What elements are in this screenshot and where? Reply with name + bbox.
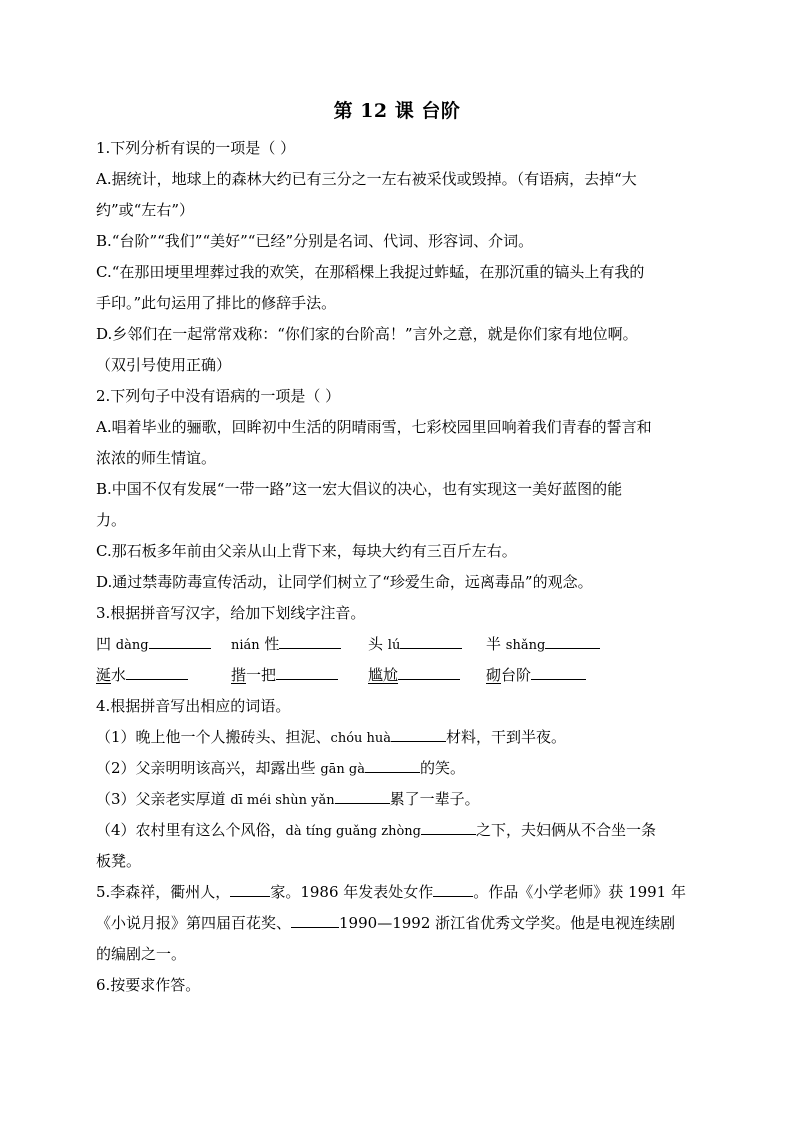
- q3-char-item-2: 揩一把: [231, 660, 368, 691]
- q5-line-2: 《小说月报》第四届百花奖、 1990—1992 浙江省优秀文学奖。他是电视连续剧: [96, 914, 676, 932]
- answer-blank[interactable]: [276, 665, 338, 680]
- q2-option-b-line2: 力。: [96, 511, 127, 529]
- answer-blank[interactable]: [126, 665, 188, 680]
- q3-char-item-1: 涎水: [96, 660, 231, 691]
- q6-stem: 6.按要求作答。: [96, 976, 201, 994]
- q3-characters-row: [96, 660, 702, 691]
- q2-stem: 2.下列句子中没有语病的一项是（ ）: [96, 387, 341, 405]
- q2-option-a-line2: 浓浓的师生情谊。: [96, 449, 217, 467]
- q1-option-c-line1: C.“在那田埂里埋葬过我的欢笑，在那稻棵上我捉过蚱蜢，在那沉重的镐头上有我的: [96, 263, 645, 281]
- q5-line-3: 的编剧之一。: [96, 945, 187, 963]
- q3-item-2: nián 性: [231, 629, 368, 660]
- question-content: [96, 133, 702, 1001]
- answer-blank[interactable]: [279, 634, 341, 649]
- q4-sentence-4-line2: 板凳。: [96, 852, 142, 870]
- answer-blank[interactable]: [149, 634, 211, 649]
- answer-blank[interactable]: [365, 758, 420, 773]
- answer-blank[interactable]: [335, 789, 390, 804]
- q3-item-4: 半 shǎng: [486, 629, 616, 660]
- q1-option-c-line2: 手印。”此句运用了排比的修辞手法。: [96, 294, 337, 312]
- q2-option-a-line1: A.唱着毕业的骊歌，回眸初中生活的阴晴雨雪，七彩校园里回响着我们青春的誓言和: [96, 418, 652, 436]
- q2-option-b-line1: B.中国不仅有发展“一带一路”这一宏大倡议的决心，也有实现这一美好蓝图的能: [96, 480, 623, 498]
- answer-blank[interactable]: [400, 634, 462, 649]
- answer-blank[interactable]: [433, 882, 473, 897]
- page-title: 第 12 课 台阶: [333, 100, 461, 122]
- q1-option-b: B.“台阶”“我们”“美好”“已经”分别是名词、代词、形容词、介词。: [96, 232, 534, 250]
- answer-blank[interactable]: [545, 634, 600, 649]
- q1-stem: 1.下列分析有误的一项是（ ）: [96, 139, 296, 157]
- answer-blank[interactable]: [398, 665, 460, 680]
- q3-char-item-4: 砌台阶: [486, 660, 616, 691]
- q4-stem: 4.根据拼音写出相应的词语。: [96, 697, 291, 715]
- q5-line-1: 5.李森祥，衢州人， 家。1986 年发表处女作 。作品《小学老师》获 1991 年: [96, 883, 686, 901]
- q1-option-a-line2: 约”或“左右”）: [96, 201, 195, 219]
- q2-option-c: C.那石板多年前由父亲从山上背下来，每块大约有三百斤左右。: [96, 542, 517, 560]
- q4-sentence-3: （3）父亲老实厚道 dī méi shùn yǎn 累了一辈子。: [96, 790, 480, 808]
- q3-pinyin-row: [96, 629, 702, 660]
- q1-option-d-line2: （双引号使用正确）: [96, 356, 232, 374]
- answer-blank[interactable]: [391, 727, 446, 742]
- q1-option-a-line1: A.据统计，地球上的森林大约已有三分之一左右被采伐或毁掉。（有语病，去掉“大: [96, 170, 637, 188]
- q3-item-1: 凹 dàng: [96, 629, 231, 660]
- answer-blank[interactable]: [230, 882, 270, 897]
- q4-sentence-2: （2）父亲明明该高兴，却露出些 gān gà 的笑。: [96, 759, 465, 777]
- q4-sentence-1: （1）晚上他一个人搬砖头、担泥、chóu huà 材料，干到半夜。: [96, 728, 567, 746]
- answer-blank[interactable]: [291, 913, 339, 928]
- q1-option-d-line1: D.乡邻们在一起常常戏称：“你们家的台阶高！”言外之意，就是你们家有地位啊。: [96, 325, 638, 343]
- q3-stem: 3.根据拼音写汉字，给加下划线字注音。: [96, 604, 366, 622]
- answer-blank[interactable]: [531, 665, 586, 680]
- q3-char-item-3: 尴尬: [368, 660, 486, 691]
- q3-item-3: 头 lú: [368, 629, 486, 660]
- answer-blank[interactable]: [421, 820, 476, 835]
- q4-sentence-4-line1: （4）农村里有这么个风俗，dà tíng guǎng zhòng 之下，夫妇俩从不合坐一条: [96, 821, 656, 839]
- q2-option-d: D.通过禁毒防毒宣传活动，让同学们树立了“珍爱生命，远离毒品”的观念。: [96, 573, 593, 591]
